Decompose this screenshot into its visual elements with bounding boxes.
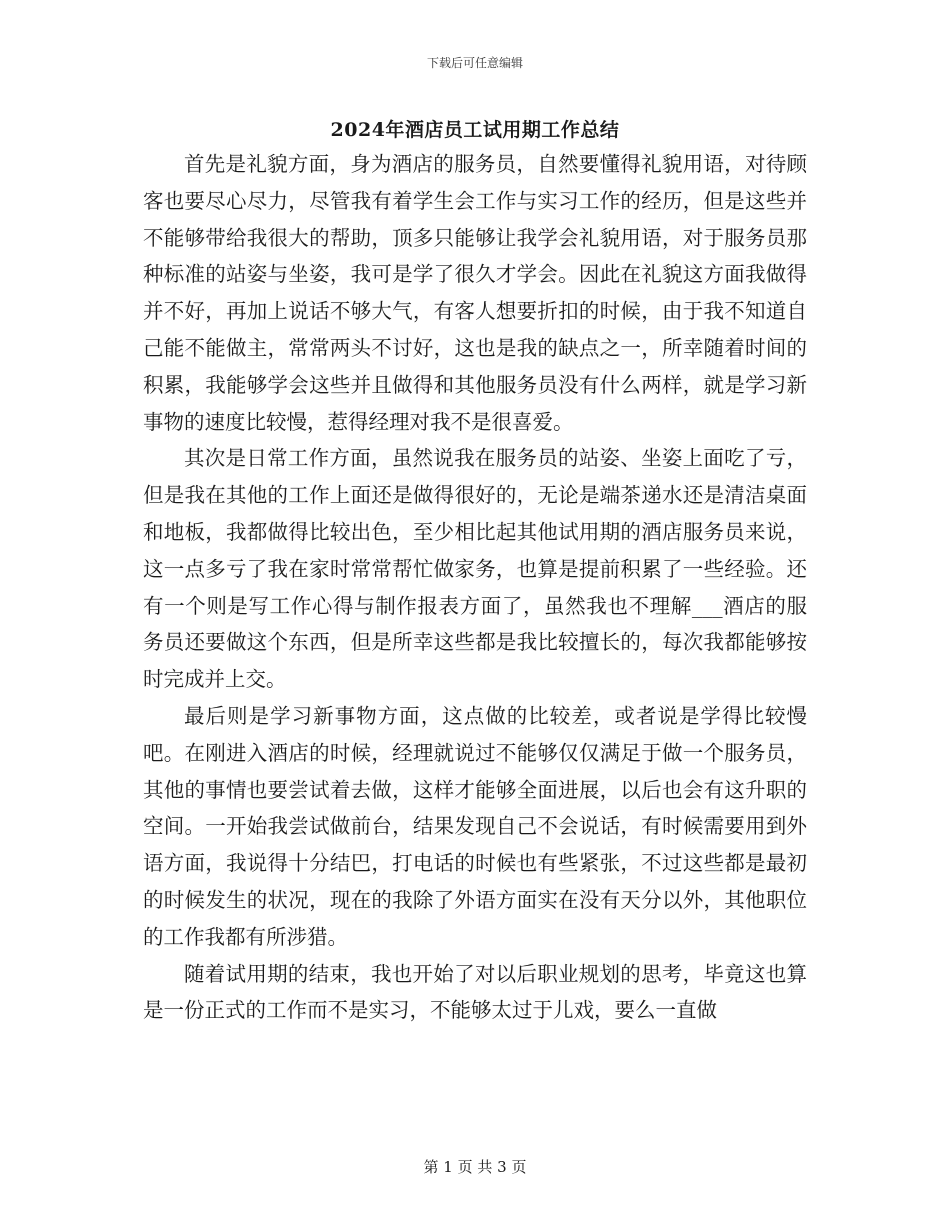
page-footer: 第 1 页 共 3 页 [423, 1158, 527, 1176]
document-body [143, 146, 807, 1029]
paragraph-3: 最后则是学习新事物方面，这点做的比较差，或者说是学得比较慢吧。在刚进入酒店的时候，经理就说过不能够仅仅满足于做一个服务员，其他的事情也要尝试着去做，这样才能够全面进展，以后也会有这升职的空间。一开始我尝试做前台，结果发现自己不会说话，有时候需要用到外语方面，我说得十分结巴，打电话的时候也有些紧张，不过这些都是最初的时候发生的状况，现在的我除了外语方面实在没有天分以外，其他职位的工作我都有所涉猎。 [143, 703, 807, 949]
document-title: 2024年酒店员工试用期工作总结 [330, 119, 620, 141]
paragraph-4: 随着试用期的结束，我也开始了对以后职业规划的思考，毕竟这也算是一份正式的工作而不是实习，不能够太过于儿戏，要么一直做 [143, 961, 807, 1023]
paragraph-2: 其次是日常工作方面，虽然说我在服务员的站姿、坐姿上面吃了亏，但是我在其他的工作上面还是做得很好的，无论是端茶递水还是清洁桌面和地板，我都做得比较出色，至少相比起其他试用期的酒店服务员来说，这一点多亏了我在家时常常帮忙做家务，也算是提前积累了一些经验。还有一个则是写工作心得与制作报表方面了，虽然我也不理解___酒店的服务员还要做这个东西，但是所幸这些都是我比较擅长的，每次我都能够按时完成并上交。 [143, 446, 807, 692]
page-header: 下载后可任意编辑 [426, 56, 523, 70]
paragraph-1: 首先是礼貌方面，身为酒店的服务员，自然要懂得礼貌用语，对待顾客也要尽心尽力，尽管我有着学生会工作与实习工作的经历，但是这些并不能够带给我很大的帮助，顶多只能够让我学会礼貌用语，对于服务员那种标准的站姿与坐姿，我可是学了很久才学会。因此在礼貌这方面我做得并不好，再加上说话不够大气，有客人想要折扣的时候，由于我不知道自己能不能做主，常常两头不讨好，这也是我的缺点之一，所幸随着时间的积累，我能够学会这些并且做得和其他服务员没有什么两样，就是学习新事物的速度比较慢，惹得经理对我不是很喜爱。 [143, 152, 807, 434]
